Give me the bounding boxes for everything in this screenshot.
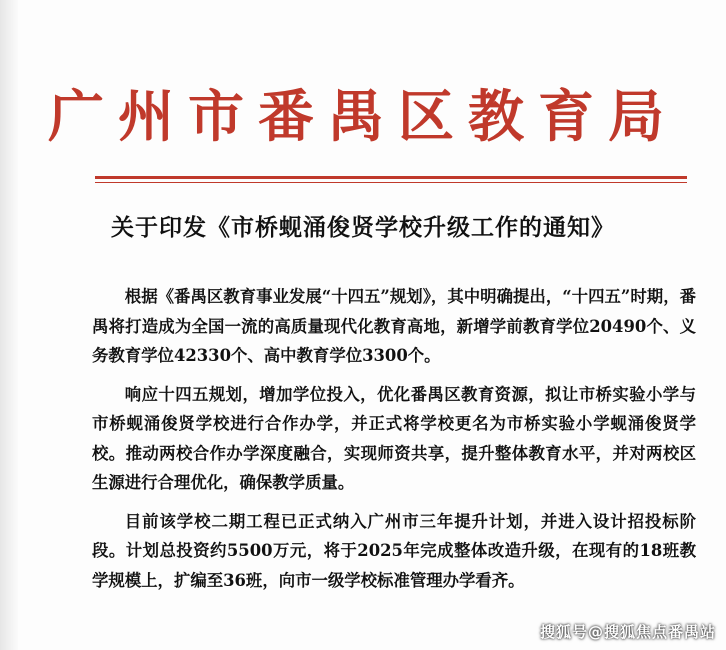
paragraph-3: 目前该学校二期工程已正式纳入广州市三年提升计划，并进入设计招投标阶段。计划总投资约5500万元，将于2025年完成整体改造升级，在现有的18班教学规模上，扩编至36班，向市一级学校标准管理办学看齐。 [92, 511, 696, 590]
document-body [92, 282, 696, 604]
paragraph-1: 根据《番禺区教育事业发展“十四五”规划》，其中明确提出，“十四五”时期，番禺将打造成为全国一流的高质量现代化教育高地，新增学前教育学位20490个、义务教育学位42330个、高中教育学位3300个。 [92, 287, 696, 365]
issuer-header: 广州市番禺区教育局 [48, 84, 678, 150]
header-divider-thin [95, 182, 687, 183]
header-divider-thick [95, 176, 687, 179]
paragraph-2: 响应十四五规划，增加学位投入，优化番禺区教育资源，拟让市桥实验小学与市桥蚬涌俊贤学校进行合作办学，并正式将学校更名为市桥实验小学蚬涌俊贤学校。推动两校合作办学深度融合，实现师资共享，提升整体教育水平，并对两校区生源进行合理优化，确保教学质量。 [92, 384, 696, 492]
source-watermark: 搜狐号@搜狐焦点番禺站 [539, 623, 716, 641]
document-title: 关于印发《市桥蚬涌俊贤学校升级工作的通知》 [111, 214, 615, 241]
